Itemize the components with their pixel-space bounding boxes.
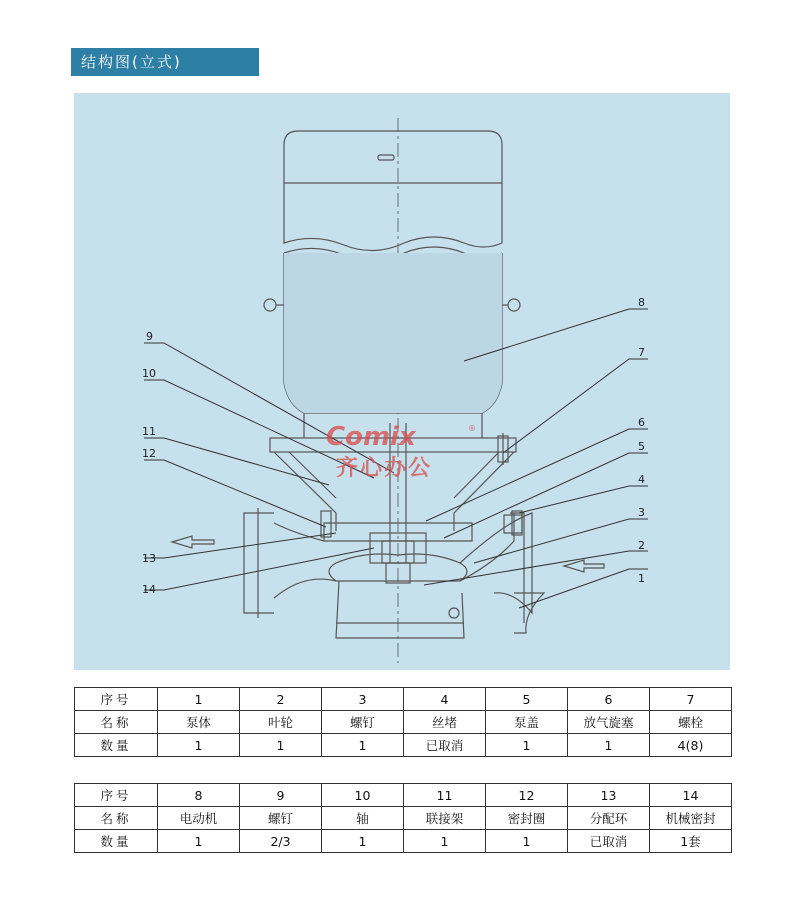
part-name: 联接架 — [404, 807, 486, 830]
part-name: 放气旋塞 — [568, 711, 650, 734]
part-qty: 1 — [158, 734, 240, 757]
part-qty: 2/3 — [240, 830, 322, 853]
part-qty: 已取消 — [404, 734, 486, 757]
outlet-flange — [244, 513, 274, 613]
part-qty: 4(8) — [650, 734, 732, 757]
part-qty: 1 — [404, 830, 486, 853]
inlet-flange — [514, 593, 544, 633]
part-name: 轴 — [322, 807, 404, 830]
part-name: 泵体 — [158, 711, 240, 734]
part-name: 丝堵 — [404, 711, 486, 734]
part-no: 3 — [322, 688, 404, 711]
table-row — [75, 830, 732, 853]
row-label-name: 名称 — [75, 807, 158, 830]
callout-13: 13 — [142, 552, 156, 565]
part-no: 2 — [240, 688, 322, 711]
motor-cap — [284, 131, 502, 183]
part-no: 11 — [404, 784, 486, 807]
svg-text:®: ® — [468, 424, 476, 433]
table-row — [75, 711, 732, 734]
inlet-arrow — [564, 560, 604, 572]
part-no: 7 — [650, 688, 732, 711]
callout-1: 1 — [638, 572, 645, 585]
callout-6: 6 — [638, 416, 645, 429]
part-qty: 1 — [240, 734, 322, 757]
section-title: 结构图(立式) — [71, 48, 259, 76]
callout-3: 3 — [638, 506, 645, 519]
callout-4: 4 — [638, 473, 645, 486]
part-no: 9 — [240, 784, 322, 807]
callout-11: 11 — [142, 425, 156, 438]
pump-structure-drawing — [74, 93, 730, 670]
row-label-qty: 数量 — [75, 830, 158, 853]
part-qty: 1套 — [650, 830, 732, 853]
callout-7: 7 — [638, 346, 645, 359]
part-qty: 1 — [486, 830, 568, 853]
parts-table-1 — [74, 687, 732, 757]
callout-9: 9 — [146, 330, 153, 343]
row-label-qty: 数量 — [75, 734, 158, 757]
part-qty: 已取消 — [568, 830, 650, 853]
part-qty: 1 — [158, 830, 240, 853]
part-qty: 1 — [322, 734, 404, 757]
callout-12: 12 — [142, 447, 156, 460]
row-label-index: 序号 — [75, 688, 158, 711]
table-row — [75, 784, 732, 807]
table-row — [75, 688, 732, 711]
part-name: 泵盖 — [486, 711, 568, 734]
pump-base — [336, 581, 464, 638]
row-label-name: 名称 — [75, 711, 158, 734]
motor-upper — [284, 183, 502, 251]
row-label-index: 序号 — [75, 784, 158, 807]
part-no: 8 — [158, 784, 240, 807]
svg-text:齐心办公: 齐心办公 — [336, 456, 433, 481]
part-name: 螺钉 — [322, 711, 404, 734]
part-name: 分配环 — [568, 807, 650, 830]
part-no: 14 — [650, 784, 732, 807]
callout-2: 2 — [638, 539, 645, 552]
structure-diagram-panel — [74, 93, 730, 670]
part-no: 10 — [322, 784, 404, 807]
table-row — [75, 734, 732, 757]
part-no: 1 — [158, 688, 240, 711]
part-qty: 1 — [322, 830, 404, 853]
svg-text:Comix: Comix — [326, 422, 416, 452]
part-no: 5 — [486, 688, 568, 711]
part-name: 电动机 — [158, 807, 240, 830]
part-name: 螺栓 — [650, 711, 732, 734]
part-no: 6 — [568, 688, 650, 711]
callout-10: 10 — [142, 367, 156, 380]
callout-14: 14 — [142, 583, 156, 596]
outlet-arrow — [172, 536, 214, 548]
part-name: 螺钉 — [240, 807, 322, 830]
part-name: 叶轮 — [240, 711, 322, 734]
part-name: 机械密封 — [650, 807, 732, 830]
part-no: 4 — [404, 688, 486, 711]
table-row — [75, 807, 732, 830]
callout-8: 8 — [638, 296, 645, 309]
part-no: 12 — [486, 784, 568, 807]
callout-5: 5 — [638, 440, 645, 453]
part-no: 13 — [568, 784, 650, 807]
part-qty: 1 — [486, 734, 568, 757]
part-name: 密封圈 — [486, 807, 568, 830]
parts-table-2 — [74, 783, 732, 853]
part-qty: 1 — [568, 734, 650, 757]
